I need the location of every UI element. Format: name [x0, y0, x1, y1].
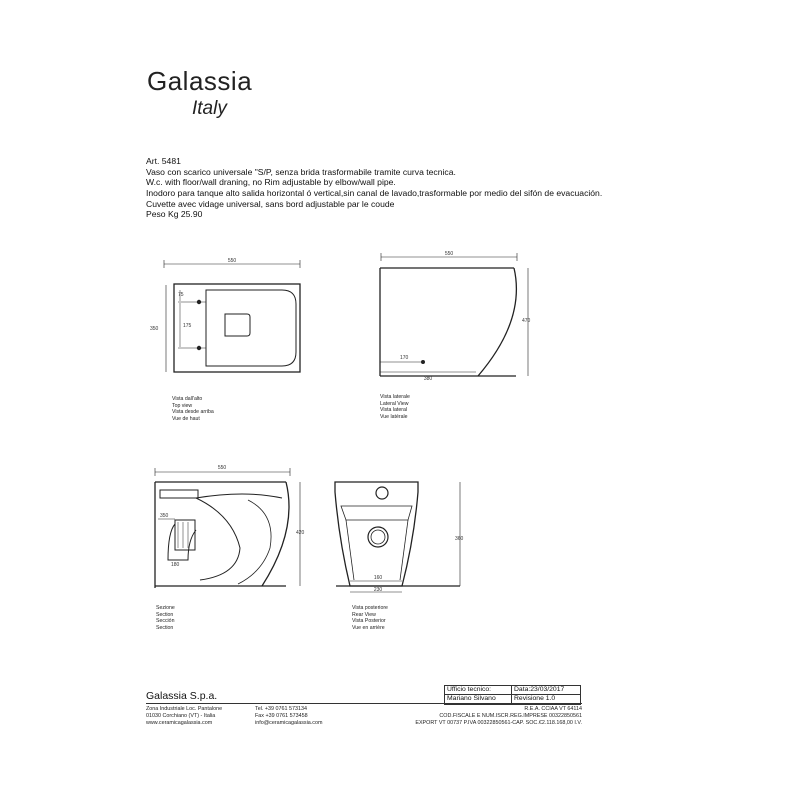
- rear-view-drawing: [335, 482, 460, 592]
- company-address: Zona Industriale Loc. Pantalone 01030 Corchiano (VT) - Italia www.ceramicagalassia.com: [146, 706, 223, 727]
- author-label: Mariano Silvano: [444, 695, 512, 705]
- company-contacts: Tel. +39 0761 573134 Fax +39 0761 573458 info@ceramicagalassia.com: [255, 706, 323, 727]
- top-view-dim-175: 175: [183, 323, 192, 329]
- top-view-dim-depth: 350: [150, 326, 159, 332]
- brand-subtitle: Italy: [192, 98, 227, 119]
- date-label: Data:23/03/2017: [512, 685, 581, 695]
- rear-view-dim-230: 230: [373, 587, 383, 593]
- top-view-drawing: [164, 260, 300, 372]
- section-view-dim-width: 550: [217, 465, 227, 471]
- top-view-caption: Vista dall'alto Top view Vista desde arriba Vue de haut: [172, 396, 214, 422]
- section-view-dim-height: 420: [296, 530, 305, 536]
- company-registry: R.E.A. CCIAA VT 64114 COD.FISCALE E NUM.ISCR.REG.IMPRESE 00322850561 EXPORT VT 00737 P.IVA 00322850561-CAP. SOC.€2.118.168,00 I.V.: [415, 706, 582, 727]
- description-fr: Cuvette avec vidage universal, sans bord adjustable par le coude: [146, 198, 395, 209]
- top-view-dim-75: 75: [178, 292, 184, 298]
- description-it: Vaso con scarico universale "S/P, senza brida trasformabile tramite curva tecnica.: [146, 166, 456, 177]
- weight: Peso Kg 25.90: [146, 209, 203, 220]
- lateral-view-dim-170: 170: [400, 355, 409, 361]
- section-view-dim-350: 350: [160, 513, 169, 519]
- section-view-dim-180: 180: [171, 562, 180, 568]
- brand-name: Galassia: [147, 66, 253, 96]
- rear-view-dim-height: 360: [455, 536, 464, 542]
- rear-view-caption: Vista posteriore Rear View Vista Posterior Vue en arrière: [352, 605, 388, 631]
- lateral-view-caption: Vista laterale Lateral View Vista lateral Vue latérale: [380, 394, 410, 420]
- lateral-view-dim-width: 550: [444, 251, 454, 257]
- rear-view-dim-160: 160: [373, 575, 383, 581]
- lateral-view-dim-height: 470: [522, 318, 531, 324]
- lateral-view-dim-380: 380: [423, 376, 433, 382]
- section-view-caption: Sezione Section Sección Section: [156, 605, 175, 631]
- office-label: Ufficio tecnico:: [444, 685, 512, 695]
- email-link[interactable]: info@ceramicagalassia.com: [255, 720, 323, 727]
- description-es: Inodoro para tanque alto salida horizontal ó vertical,sin canal de lavado,trasformable por medio del sifón de evacuación.: [146, 188, 603, 199]
- section-view-drawing: [155, 468, 300, 588]
- title-block: [444, 685, 582, 705]
- company-name: Galassia S.p.a.: [146, 690, 218, 702]
- article-number: Art. 5481: [146, 156, 181, 166]
- revision-label: Revisione 1.0: [512, 695, 581, 705]
- description-en: W.c. with floor/wall draning, no Rim adjustable by elbow/wall pipe.: [146, 177, 396, 188]
- top-view-dim-width: 550: [227, 258, 237, 264]
